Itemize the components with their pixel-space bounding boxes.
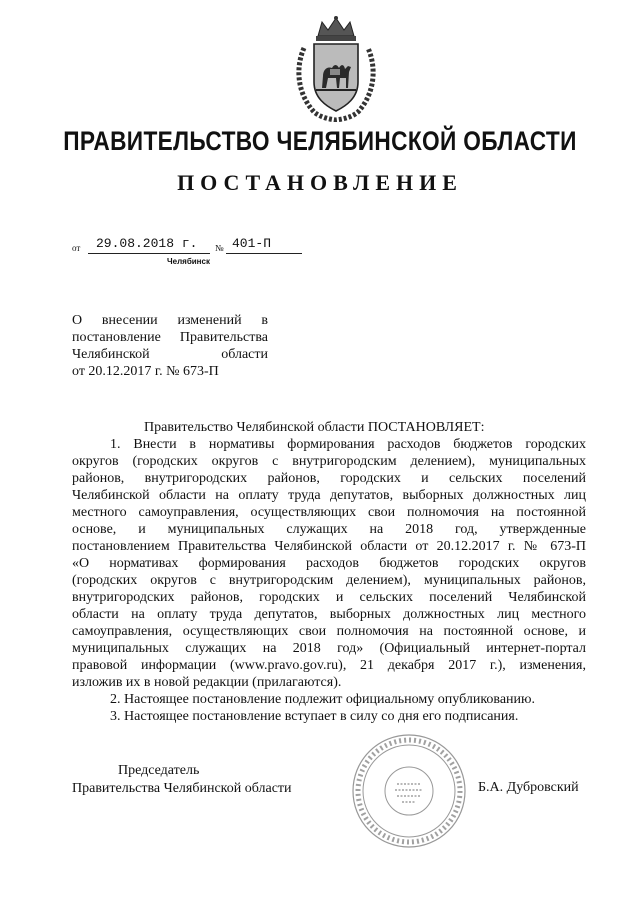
signer-position-line2: Правительства Челябинской области bbox=[72, 781, 292, 796]
subject-line: от 20.12.2017 г. № 673-П bbox=[72, 364, 219, 379]
issue-city: Челябинск bbox=[167, 257, 210, 266]
body-line: округов (городских округов с внутригородским делением), муниципальных bbox=[72, 454, 586, 469]
body-line: внутригородских районов, городских и сельских поселений Челябинской bbox=[72, 590, 586, 605]
number-underline bbox=[226, 253, 302, 254]
signature-block bbox=[72, 762, 292, 798]
document-body bbox=[72, 419, 586, 725]
signer-position-line1: Председатель bbox=[118, 763, 200, 778]
body-line: 2. Настоящее постановление подлежит официальному опубликованию. bbox=[110, 692, 535, 707]
document-date: 29.08.2018 г. bbox=[96, 236, 198, 251]
subject-line: Челябинской области bbox=[72, 347, 268, 362]
subject-line: постановление Правительства bbox=[72, 330, 268, 345]
body-line: правовой информации (www.pravo.gov.ru), 21 декабря 2017 г.), изменения, bbox=[72, 658, 586, 673]
subject-line: О внесении изменений в bbox=[72, 313, 268, 328]
body-line: (городских округов с внутригородским делением), муниципальных районов, bbox=[72, 573, 586, 588]
body-line: 1. Внести в нормативы формирования расходов бюджетов городских bbox=[110, 437, 586, 452]
date-underline bbox=[88, 253, 210, 254]
document-type-heading: ПОСТАНОВЛЕНИЕ bbox=[177, 170, 463, 195]
body-line: местного самоуправления, осуществляющих свои полномочия на постоянной bbox=[72, 505, 586, 520]
official-seal-icon bbox=[350, 732, 468, 850]
government-name-heading: ПРАВИТЕЛЬСТВО ЧЕЛЯБИНСКОЙ ОБЛАСТИ bbox=[63, 126, 577, 156]
body-line: «О нормативах формирования расходов бюджетов городских округов bbox=[72, 556, 586, 571]
document-dateline bbox=[72, 236, 312, 272]
number-label: № bbox=[215, 243, 224, 253]
document-subject bbox=[72, 312, 268, 380]
chelyabinsk-coat-of-arms-icon bbox=[290, 14, 382, 122]
signer-name: Б.А. Дубровский bbox=[478, 780, 579, 795]
body-line: 3. Настоящее постановление вступает в силу со дня его подписания. bbox=[110, 709, 519, 724]
date-from-label: от bbox=[72, 243, 81, 253]
resolution-lead: Правительство Челябинской области ПОСТАНОВЛЯЕТ: bbox=[144, 420, 485, 435]
body-line: районов, внутригородских районов, городских и сельских поселений bbox=[72, 471, 586, 486]
body-line: основе, и муниципальных служащих на 2018 год, утвержденные bbox=[72, 522, 586, 537]
body-line: самоуправления, осуществляющих свои полномочия на постоянной основе, и bbox=[72, 624, 586, 639]
body-line: изложив их в новой редакции (прилагаются). bbox=[72, 675, 342, 690]
body-line: Челябинской области на оплату труда депутатов, выборных должностных лиц bbox=[72, 488, 586, 503]
body-line: области на оплату труда депутатов, выборных должностных лиц местного bbox=[72, 607, 586, 622]
body-line: муниципальных служащих на 2018 год» (Официальный интернет-портал bbox=[72, 641, 586, 656]
body-line: постановлением Правительства Челябинской области от 20.12.2017 г. № 673-П bbox=[72, 539, 586, 554]
document-number: 401-П bbox=[232, 236, 272, 251]
